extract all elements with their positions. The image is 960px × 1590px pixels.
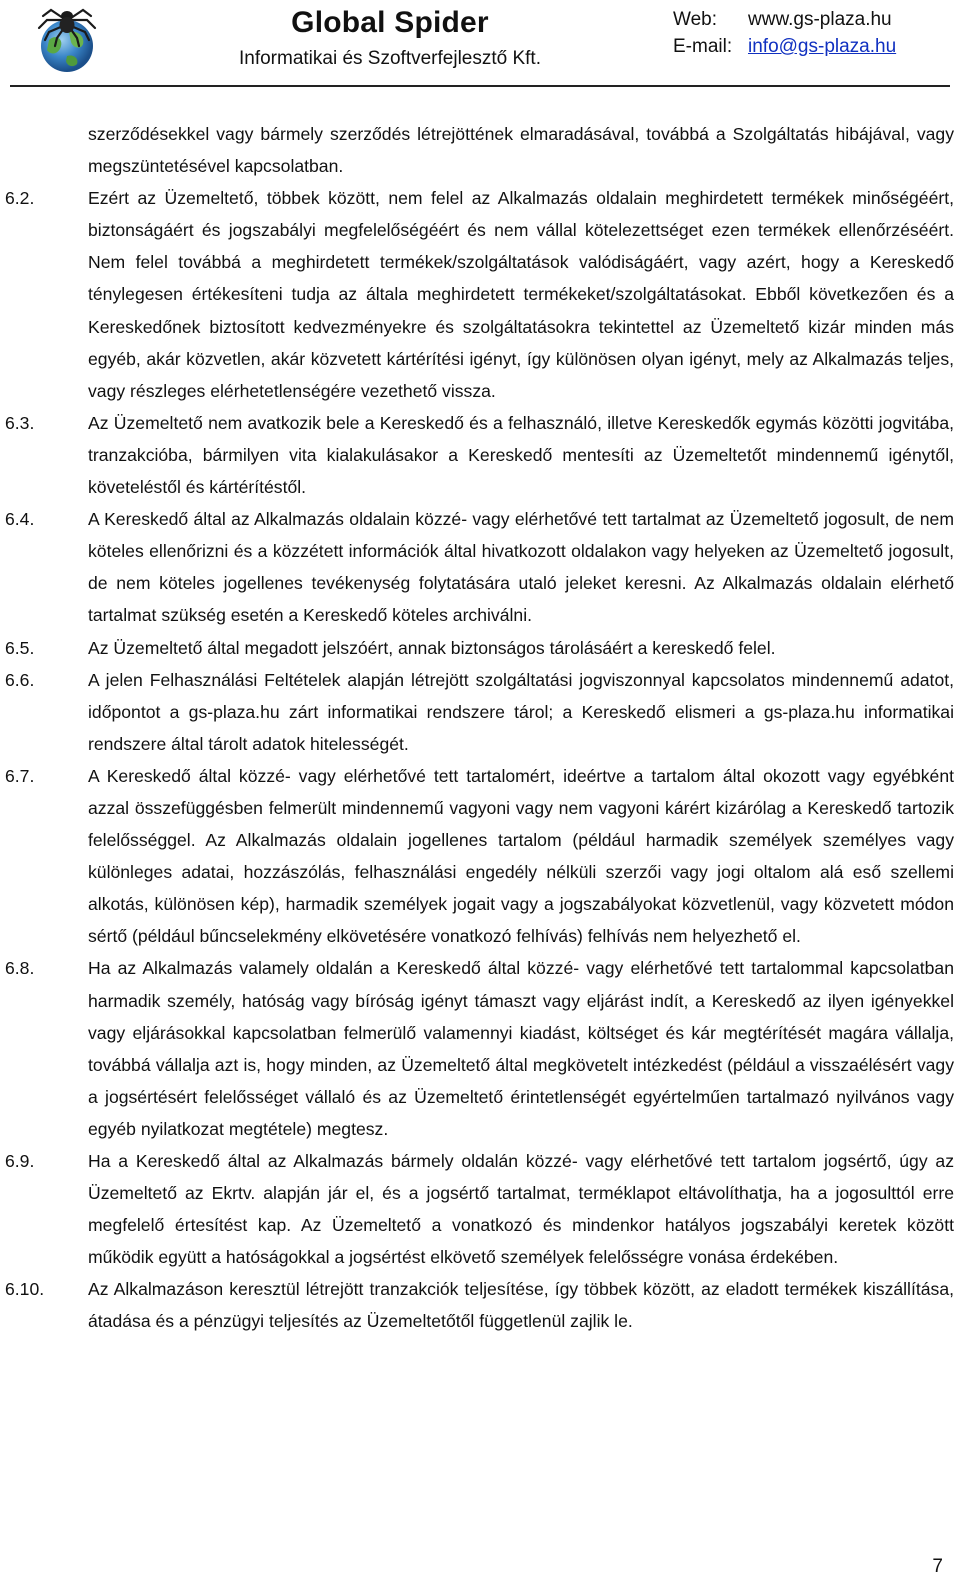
- paragraph-6-2: [0, 182, 954, 407]
- paragraph-text: Ha a Kereskedő által az Alkalmazás bármely oldalán közzé- vagy elérhetővé tett tartalom jogsértő, úgy az Üzemeltető az Ekrtv. alapján jár el, és a jogsértő tartalmat, terméklapot eltávolíthatja, ha a jogosulttól erre megfelelő értesítést kap. Az Üzemeltető a vonatkozó és mindenkor hatályos jogszabályi keretek között működik együtt a hatóságokkal a jogsértést elkövető személyek felelősségre vonása érdekében.: [88, 1151, 954, 1268]
- paragraph-text: A jelen Felhasználási Feltételek alapján létrejött szolgáltatási jogviszonnyal kapcsolatos mindennemű adatot, időpontot a gs-plaza.hu zárt informatikai rendszere tárol; a Kereskedő elismeri a gs-plaza.hu informatikai rendszere által tárolt adatok hitelességét.: [88, 669, 954, 754]
- page-number: 7: [932, 1556, 943, 1577]
- email-label: E-mail:: [673, 36, 733, 57]
- paragraph-text: Az Alkalmazáson keresztül létrejött tranzakciók teljesítése, így többek között, az eladott termékek kiszállítása, átadása és a pénzügyi teljesítés az Üzemeltetőtől függetlenül zajlik le.: [88, 1279, 954, 1332]
- web-label: Web:: [673, 9, 718, 30]
- paragraph-6-9: [0, 1145, 954, 1273]
- paragraph-text: A Kereskedő által az Alkalmazás oldalain közzé- vagy elérhetővé tett tartalmat az Üzemeltető jogosult, de nem köteles ellenőrizni és a közzétett információk által hivatkozott oldalakon vagy helyeken az Üzemeltető jogosult, de nem köteles jogellenes tevékenység folytatására utaló jeleket keresni. Az Alkalmazás oldalain elérhető tartalmat szükség esetén a Kereskedő köteles archiválni.: [88, 509, 954, 626]
- email-row: [673, 33, 896, 60]
- paragraph-text: Ha az Alkalmazás valamely oldalán a Kereskedő által közzé- vagy elérhetővé tett tartalommal kapcsolatban harmadik személy, hatóság vagy bíróság igényt támaszt vagy eljárást indít, a Kereskedő az ilyen igényekkel vagy eljárásokkal kapcsolatban felmerülő valamennyi kiadást, költséget és kár megtérítését magára vállalja, továbbá vállalja azt is, hogy minden, az Üzemeltető által megkövetelt intézkedést (például a visszaélésért vagy a jogsértésért felelősséget vállaló és az Üzemeltető érintetlenségét egyértelműen tartalmazó nyilvános vagy egyéb nyilatkozat megtétele) megtesz.: [88, 958, 954, 1139]
- email-link[interactable]: info@gs-plaza.hu: [748, 36, 897, 57]
- paragraph-6-7: [0, 760, 954, 953]
- company-subtitle: Informatikai és Szoftverfejlesztő Kft.: [238, 48, 541, 69]
- paragraph-text: szerződésekkel vagy bármely szerződés létrejöttének elmaradásával, továbbá a Szolgáltatás hibájával, vagy megszüntetésével kapcsolatban.: [88, 124, 954, 177]
- paragraph-number: 6.8.: [5, 958, 35, 979]
- web-value: www.gs-plaza.hu: [748, 9, 892, 30]
- paragraph-text: Ezért az Üzemeltető, többek között, nem felel az Alkalmazás oldalain meghirdetett termékek minőségéért, biztonságáért és jogszabályi megfelelőségéért és nem vállal kötelezettséget ezen termékek ellenőrzéséért. Nem felel továbbá a meghirdetett termékek/szolgáltatások valódiságáért, vagy azért, hogy a Kereskedő ténylegesen értékesíteni tudja az általa meghirdetett termékeket/szolgáltatásokat. Ebből következően és a Kereskedőnek biztosított kedvezményekre és szolgáltatásokra tekintettel az Üzemeltető kizár minden más egyéb, akár közvetlen, akár közvetett kártérítési igényt, így különösen olyan igényt, mely az Alkalmazás teljes, vagy részleges elérhetetlenségére vezethető vissza.: [88, 188, 954, 401]
- paragraph-number: 6.6.: [5, 669, 35, 690]
- web-row: [673, 6, 896, 33]
- paragraph-number: 6.7.: [5, 765, 35, 786]
- paragraph-number: 6.4.: [5, 509, 35, 530]
- document-body: [0, 118, 960, 1338]
- paragraph-number: 6.5.: [5, 637, 35, 658]
- paragraph-6-6: [0, 664, 954, 760]
- paragraph-number: 6.2.: [5, 188, 35, 209]
- paragraph-text: A Kereskedő által közzé- vagy elérhetővé tett tartalomért, ideértve a tartalom által okozott vagy egyébként azzal összefüggésben felmerült mindennemű vagyoni vagy nem vagyoni kárért kizárólag a Kereskedő tartozik felelősséggel. Az Alkalmazás oldalain jogellenes tartalom (például harmadik személyek személyes vagy különleges adatai, hozzászólás, felhasználási engedély nélküli szerzői vagy jogi oltalom alá eső szellemi alkotás, különösen kép), harmadik személyek jogait vagy a jogszabályokat közvetlenül, vagy közvetett módon sértő (például bűncselekmény elkövetésére vonatkozó felhívás) felhívás nem helyezhető el.: [88, 765, 954, 947]
- paragraph-text: Az Üzemeltető által megadott jelszóért, annak biztonságos tárolásáért a kereskedő felel.: [88, 637, 776, 658]
- paragraph-6-10: [0, 1273, 954, 1337]
- paragraph-number: 6.9.: [5, 1151, 35, 1171]
- paragraph-continuation: [0, 118, 954, 182]
- paragraph-6-5: [0, 632, 954, 664]
- spider-globe-logo-icon: [33, 4, 101, 74]
- company-block: [200, 4, 580, 72]
- paragraph-6-4: [0, 503, 954, 631]
- paragraph-6-8: [0, 952, 954, 1145]
- company-name: Global Spider: [291, 6, 489, 39]
- paragraph-number: 6.3.: [5, 412, 35, 433]
- page-header: [0, 0, 960, 80]
- paragraph-number: 6.10.: [5, 1279, 45, 1300]
- contact-block: [673, 6, 896, 60]
- header-divider: [10, 85, 950, 87]
- paragraph-6-3: [0, 407, 954, 503]
- paragraph-text: Az Üzemeltető nem avatkozik bele a Kereskedő és a felhasználó, illetve Kereskedők egymás közötti jogvitába, tranzakcióba, bármilyen vita kialakulásakor a Kereskedő mentesíti az Üzemeltetőt mindennemű igénytől, követeléstől és kártérítéstől.: [88, 412, 954, 498]
